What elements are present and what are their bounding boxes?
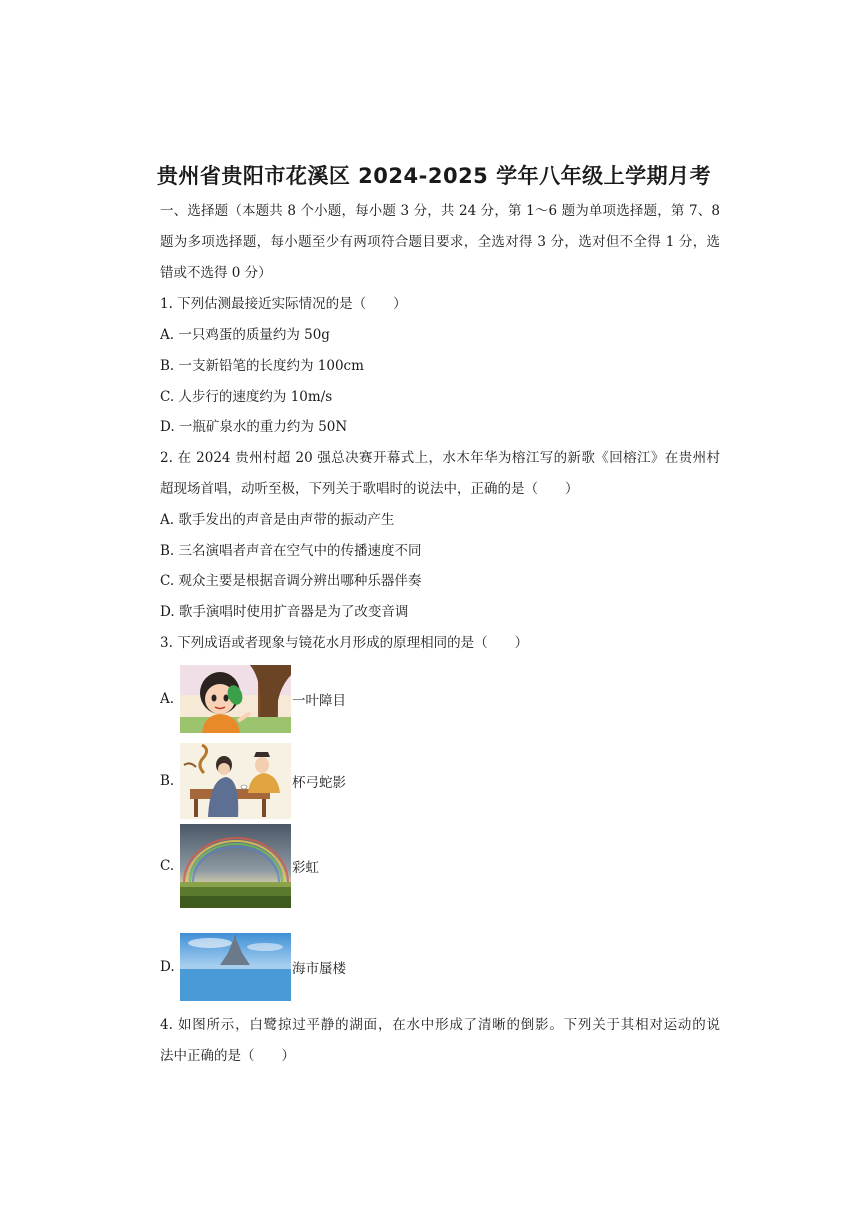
q3-option-a — [160, 664, 346, 734]
cartoon-girl-leaf-image — [180, 665, 291, 733]
q1-option-b: B. 一支新铅笔的长度约为 100cm — [160, 358, 364, 374]
q3-option-a-label: 一叶障目 — [292, 693, 346, 709]
q3-option-a-letter: A. — [160, 691, 175, 707]
q3-stem: 3. 下列成语或者现象与镜花水月形成的原理相同的是（ ） — [160, 635, 529, 651]
q3-option-c — [160, 831, 319, 901]
q1-option-d: D. 一瓶矿泉水的重力约为 50N — [160, 419, 348, 435]
q3-option-b — [160, 746, 346, 816]
q3-option-b-label: 杯弓蛇影 — [292, 775, 346, 791]
section-instruction-line-1: 一、选择题（本题共 8 个小题，每小题 3 分，共 24 分，第 1～6 题为单项选择题，第 7、8 — [160, 203, 720, 219]
q3-option-d-label: 海市蜃楼 — [292, 961, 346, 977]
q4-stem-line-1: 4. 如图所示，白鹭掠过平静的湖面，在水中形成了清晰的倒影。下列关于其相对运动的说 — [160, 1017, 720, 1033]
q2-option-b: B. 三名演唱者声音在空气中的传播速度不同 — [160, 543, 422, 559]
q1-option-a: A. 一只鸡蛋的质量约为 50g — [160, 327, 330, 343]
q2-stem-line-1: 2. 在 2024 贵州村超 20 强总决赛开幕式上，水木年华为榕江写的新歌《回榕江》在贵州村 — [160, 450, 720, 466]
q3-option-d — [160, 932, 346, 1002]
q1-option-c: C. 人步行的速度约为 10m/s — [160, 389, 333, 405]
mirage-castle-image — [180, 933, 291, 1001]
q3-option-d-letter: D. — [160, 959, 175, 975]
section-instruction-line-2: 题为多项选择题，每小题至少有两项符合题目要求，全选对得 3 分，选对但不全得 1 分，选 — [160, 234, 720, 250]
q2-option-d: D. 歌手演唱时使用扩音器是为了改变音调 — [160, 604, 409, 620]
q1-stem: 1. 下列估测最接近实际情况的是（ ） — [160, 296, 407, 312]
rainbow-photo-image — [180, 824, 291, 908]
q2-stem-line-2: 超现场首唱，动听至极，下列关于歌唱时的说法中，正确的是（ ） — [160, 481, 579, 497]
q3-option-b-letter: B. — [160, 773, 175, 789]
q3-option-c-letter: C. — [160, 858, 175, 874]
ancient-figures-drinking-image — [180, 743, 291, 819]
q4-stem-line-2: 法中正确的是（ ） — [160, 1048, 295, 1064]
q2-option-c: C. 观众主要是根据音调分辨出哪种乐器伴奏 — [160, 573, 422, 589]
q2-option-a: A. 歌手发出的声音是由声带的振动产生 — [160, 512, 395, 528]
section-instruction-line-3: 错或不选得 0 分） — [160, 265, 272, 281]
page-title: 贵州省贵阳市花溪区 2024-2025 学年八年级上学期月考 — [156, 164, 712, 188]
q3-option-c-label: 彩虹 — [292, 860, 319, 876]
